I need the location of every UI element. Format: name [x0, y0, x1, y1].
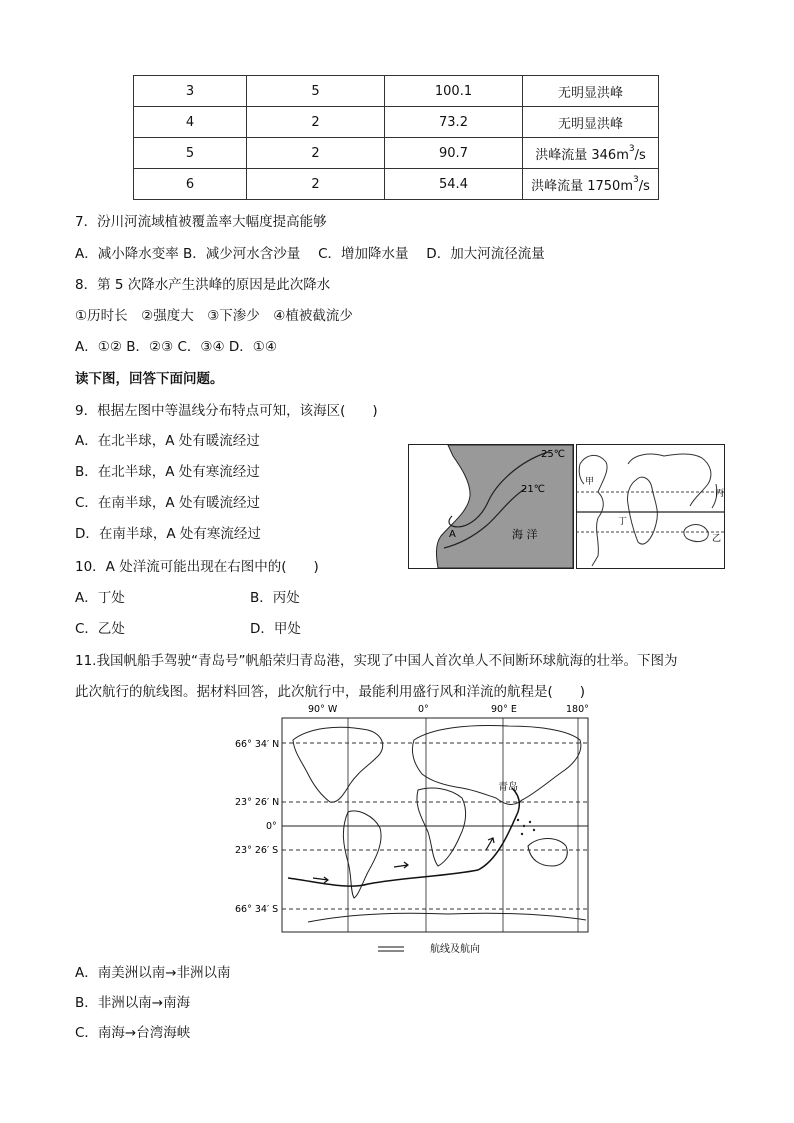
table-cell: 73.2	[385, 107, 523, 138]
table-cell: 无明显洪峰	[523, 107, 659, 138]
q9-stem: 9．根据左图中等温线分布特点可知，该海区( )	[75, 403, 378, 419]
instruction: 读下图，回答下面问题。	[75, 371, 224, 387]
q9-option-a: A．在北半球，A 处有暖流经过	[75, 433, 260, 449]
island-dot	[517, 819, 519, 821]
q10-stem: 10．A 处洋流可能出现在右图中的( )	[75, 559, 319, 575]
cell-text: 洪峰流量 1750m	[531, 178, 633, 194]
world-map-small	[576, 444, 725, 569]
lat-label: 66° 34′ N	[235, 739, 280, 750]
q9-option-c: C．在南半球，A 处有暖流经过	[75, 495, 260, 511]
lon-label: 0°	[418, 704, 429, 715]
table-cell: 54.4	[385, 169, 523, 200]
island-dot	[523, 825, 525, 827]
island-dot	[529, 821, 531, 823]
cell-sup: 3	[633, 174, 639, 185]
table-cell: 3	[134, 76, 247, 107]
label-bing: 丙	[715, 489, 725, 499]
isotherm-figure	[408, 444, 574, 569]
cell-text: /s	[634, 147, 646, 163]
flood-table	[133, 75, 659, 200]
table-cell: 90.7	[385, 138, 523, 169]
q8-stem: 8．第 5 次降水产生洪峰的原因是此次降水	[75, 277, 331, 293]
point-a-label: A	[449, 529, 456, 540]
legend-label: 航线及航向	[430, 944, 480, 955]
legend-symbol	[378, 947, 404, 951]
table-row	[134, 107, 659, 138]
ocean-label: 海 洋	[512, 528, 538, 541]
q11-option-c: C．南海→台湾海峡	[75, 1025, 191, 1041]
q11-option-b: B．非洲以南→南海	[75, 995, 191, 1011]
cell-text: 洪峰流量 346m	[535, 147, 629, 163]
isotherm-25-label: 25℃	[541, 449, 565, 460]
table-cell	[523, 138, 659, 169]
table-row	[134, 76, 659, 107]
q11-option-a: A．南美洲以南→非洲以南	[75, 965, 231, 981]
table-cell: 2	[247, 138, 385, 169]
route-map	[218, 700, 598, 960]
lon-label: 90° W	[308, 704, 338, 715]
table-cell	[523, 169, 659, 200]
q8-options: A．①② B．②③ C．③④ D．①④	[75, 339, 278, 355]
table-row	[134, 169, 659, 200]
q10-option-d: D．甲处	[250, 621, 301, 637]
label-jia: 甲	[585, 477, 595, 487]
q7-options: A．减小降水变率 B．减少河水含沙量 C．增加降水量 D．加大河流径流量	[75, 246, 545, 262]
table-cell: 2	[247, 169, 385, 200]
label-ding: 丁	[618, 517, 628, 527]
map-frame	[282, 718, 588, 932]
q8-items: ①历时长 ②强度大 ③下渗少 ④植被截流少	[75, 308, 353, 324]
table-cell: 5	[247, 76, 385, 107]
q7-stem: 7．汾川河流域植被覆盖率大幅度提高能够	[75, 214, 327, 230]
q10-option-a: A．丁处	[75, 590, 125, 606]
table-cell: 2	[247, 107, 385, 138]
q9-option-b: B．在北半球，A 处有寒流经过	[75, 464, 260, 480]
table-cell: 100.1	[385, 76, 523, 107]
qingdao-label: 青岛	[498, 782, 518, 793]
table-cell: 无明显洪峰	[523, 76, 659, 107]
table-row	[134, 138, 659, 169]
lat-label: 0°	[266, 821, 277, 832]
q11-stem-line2: 此次航行的航线图。据材料回答，此次航行中，最能利用盛行风和洋流的航程是( )	[75, 684, 586, 700]
q11-stem-line1: 11.我国帆船手驾驶“青岛号”帆船荣归青岛港，实现了中国人首次单人不间断环球航海的壮举。下图为	[75, 653, 678, 669]
table-cell: 4	[134, 107, 247, 138]
table-cell: 5	[134, 138, 247, 169]
table-cell: 6	[134, 169, 247, 200]
label-yi: 乙	[712, 534, 722, 544]
lat-label: 66° 34′ S	[235, 904, 279, 915]
q9-option-d: D．在南半球，A 处有寒流经过	[75, 526, 261, 542]
isotherm-21-label: 21℃	[521, 484, 545, 495]
q10-option-b: B．丙处	[250, 590, 300, 606]
cell-sup: 3	[628, 143, 635, 154]
lon-label: 90° E	[491, 704, 517, 715]
lat-label: 23° 26′ N	[235, 797, 280, 808]
cell-text: /s	[638, 178, 650, 194]
island-dot	[533, 829, 535, 831]
island-dot	[521, 833, 523, 835]
lat-label: 23° 26′ S	[235, 845, 279, 856]
q10-option-c: C．乙处	[75, 621, 125, 637]
lon-label: 180°	[566, 704, 589, 715]
